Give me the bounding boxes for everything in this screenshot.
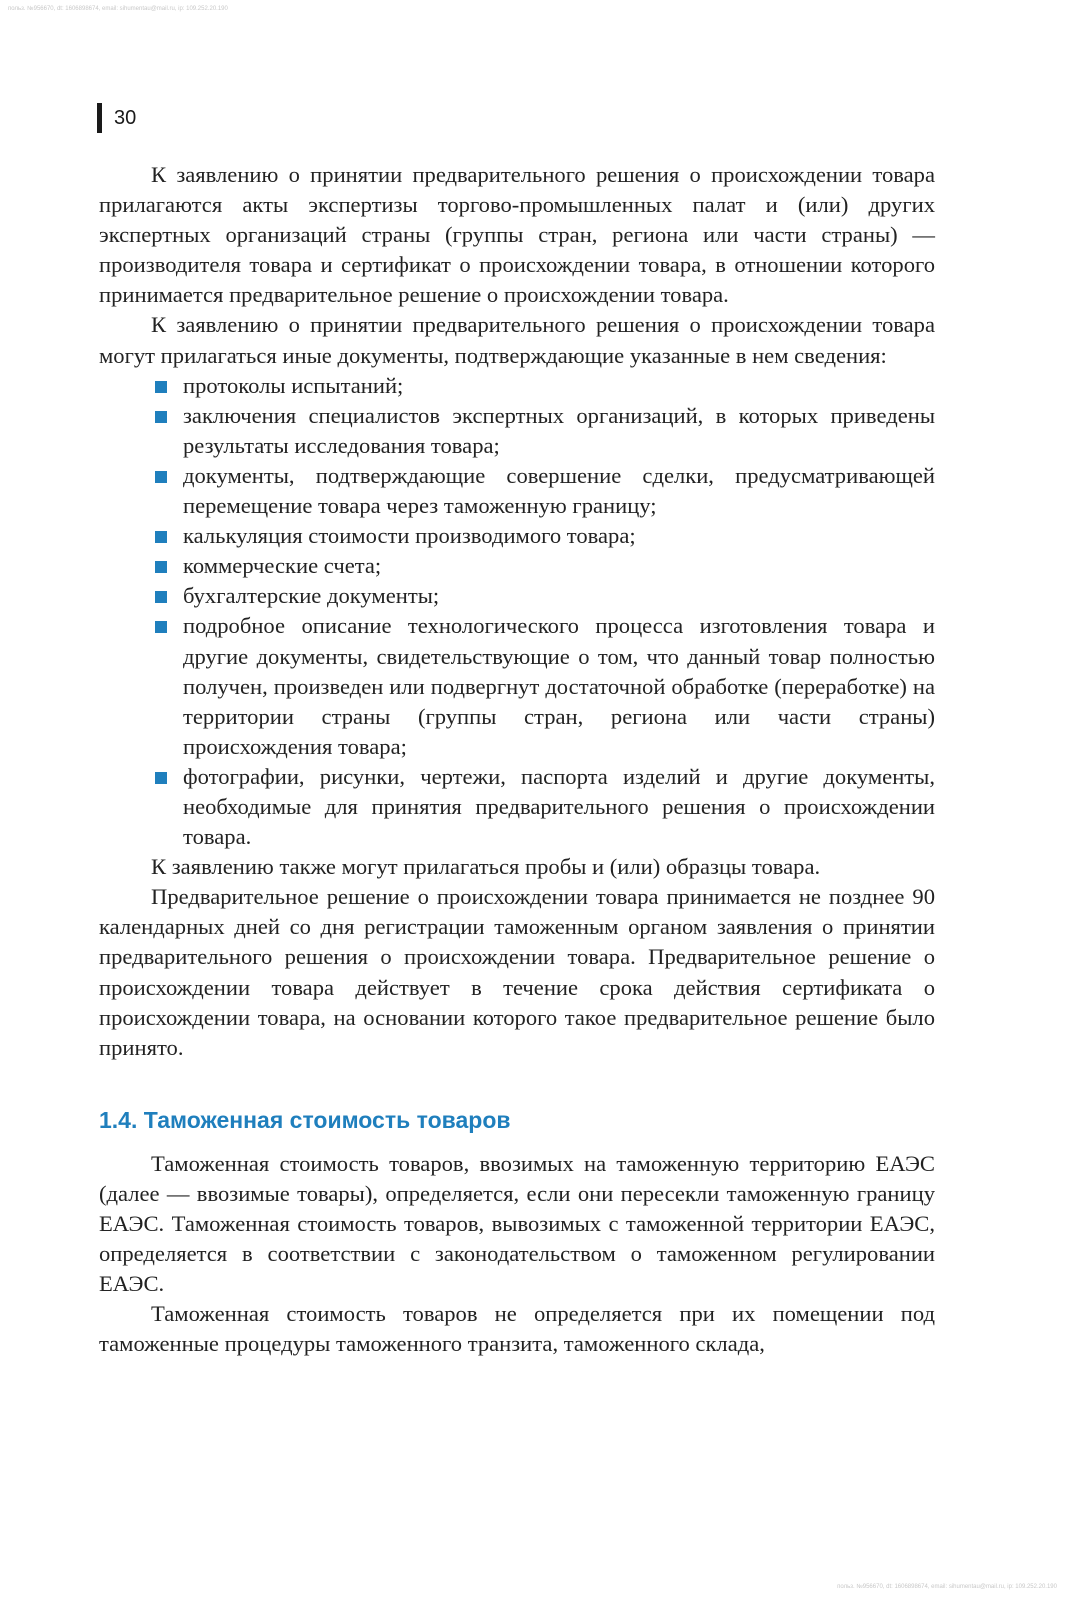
page-number-bar [97, 103, 102, 133]
watermark-bottom: польз. №956670, dt: 1606898674, email: sihumentau@mail.ru, ip: 109.252.20.190 [837, 1584, 1057, 1590]
list-item-text: заключения специалистов экспертных организаций, в которых приведены результаты исследования товара; [183, 402, 935, 458]
square-bullet-icon [155, 471, 167, 483]
paragraph: Таможенная стоимость товаров, ввозимых на таможенную территорию ЕАЭС (далее — ввозимые товары), определяется, если они пересекли таможенную границу ЕАЭС. Таможенная стоимость товаров, вывозимых с таможенной территории ЕАЭС, определяется в соответствии с законодательством о таможенном регулировании ЕАЭС. [99, 1150, 935, 1297]
list-item-text: калькуляция стоимости производимого товара; [183, 523, 636, 549]
paragraph: К заявлению о принятии предварительного решения о происхождении товара прилагаются акты экспертизы торгово-промышленных палат и (или) других экспертных организаций страны (группы стран, региона или части страны) — производителя товара и сертификат о происхождении товара, в отношении которого принимается предварительное решение о происхождении товара. [99, 162, 935, 308]
list-item [99, 401, 935, 461]
page-number-text: 30 [114, 106, 137, 129]
list-item [99, 461, 935, 521]
square-bullet-icon [155, 411, 167, 423]
list-item [99, 371, 935, 401]
list-item [99, 611, 935, 761]
paragraph: Предварительное решение о происхождении товара принимается не позднее 90 календарных дней со дня регистрации таможенным органом заявления о принятии предварительного решения о происхождении товара. Предварительное решение о происхождении товара действует в течение срока действия сертификата о происхождении товара, на основании которого такое предварительное решение было принято. [99, 884, 935, 1060]
page-body [99, 160, 935, 1359]
square-bullet-icon [155, 531, 167, 543]
square-bullet-icon [155, 561, 167, 573]
square-bullet-icon [155, 772, 167, 784]
list-item-text: бухгалтерские документы; [183, 583, 440, 609]
square-bullet-icon [155, 621, 167, 633]
paragraph: К заявлению о принятии предварительного решения о происхождении товара могут прилагаться иные документы, подтверждающие указанные в нем сведения: [99, 312, 935, 368]
square-bullet-icon [155, 381, 167, 393]
paragraph: К заявлению также могут прилагаться пробы и (или) образцы товара. [151, 854, 821, 880]
list-item [99, 762, 935, 852]
section-heading: 1.4. Таможенная стоимость товаров [99, 1106, 511, 1133]
page-number [97, 103, 136, 133]
square-bullet-icon [155, 591, 167, 603]
list-item [99, 581, 935, 611]
documents-list [99, 371, 935, 853]
list-item-text: подробное описание технологического процесса изготовления товара и другие документы, свидетельствующие о том, что данный товар полностью получен, произведен или подвергнут достаточной обработке (переработке) на территории страны (группы стран, региона или части страны) происхождения товара; [183, 613, 935, 759]
list-item [99, 551, 935, 581]
list-item-text: документы, подтверждающие совершение сделки, предусматривающей перемещение товара через таможенную границу; [183, 462, 935, 519]
list-item-text: фотографии, рисунки, чертежи, паспорта изделий и другие документы, необходимые для принятия предварительного решения о происхождении товара. [183, 763, 935, 850]
list-item [99, 521, 935, 551]
list-item-text: протоколы испытаний; [183, 372, 404, 398]
watermark-top: польз. №956670, dt: 1606898674, email: sihumentau@mail.ru, ip: 109.252.20.190 [8, 6, 228, 12]
list-item-text: коммерческие счета; [183, 553, 382, 579]
paragraph: Таможенная стоимость товаров не определяется при их помещении под таможенные процедуры таможенного транзита, таможенного склада, [99, 1301, 935, 1357]
